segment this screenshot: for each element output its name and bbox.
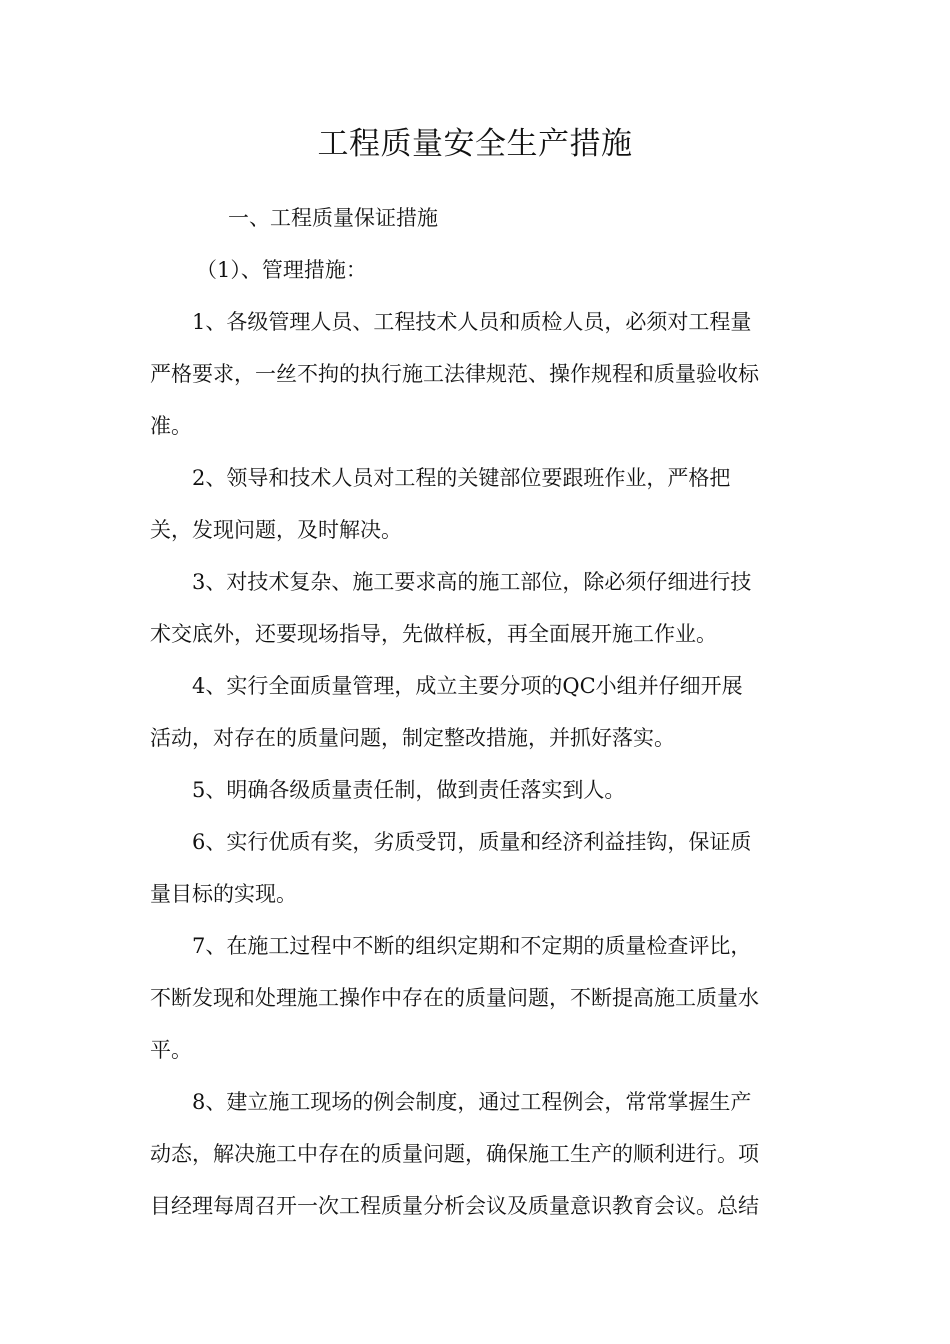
paragraph-line: 活动，对存在的质量问题，制定整改措施，并抓好落实。 [150,726,675,750]
section-heading: 一、工程质量保证措施 [228,206,438,230]
paragraph-line: 动态，解决施工中存在的质量问题，确保施工生产的顺利进行。项 [150,1142,759,1166]
document-body [150,192,800,1232]
paragraph-line: 3、对技术复杂、施工要求高的施工部位，除必须仔细进行技 [192,570,752,594]
paragraph-line: 6、实行优质有奖，劣质受罚，质量和经济利益挂钩，保证质 [192,830,752,854]
paragraph-line: 关，发现问题，及时解决。 [150,518,402,542]
paragraph-line: 4、实行全面质量管理，成立主要分项的QC小组并仔细开展 [192,674,743,698]
document-title: 工程质量安全生产措施 [317,126,633,162]
paragraph-line: 8、建立施工现场的例会制度，通过工程例会，常常掌握生产 [192,1090,752,1114]
paragraph-line: 7、在施工过程中不断的组织定期和不定期的质量检查评比， [192,934,752,958]
subsection-heading: （1）、管理措施： [196,258,367,282]
paragraph-line: 2、领导和技术人员对工程的关键部位要跟班作业，严格把 [192,466,731,490]
paragraph-line: 目经理每周召开一次工程质量分析会议及质量意识教育会议。总结 [150,1194,759,1218]
paragraph-line: 量目标的实现。 [150,882,297,906]
paragraph-line: 术交底外，还要现场指导，先做样板，再全面展开施工作业。 [150,622,717,646]
paragraph-line: 准。 [150,414,192,438]
paragraph-line: 不断发现和处理施工操作中存在的质量问题，不断提高施工质量水 [150,986,759,1010]
paragraph-line: 1、各级管理人员、工程技术人员和质检人员，必须对工程量 [192,310,752,334]
paragraph-line: 严格要求，一丝不拘的执行施工法律规范、操作规程和质量验收标 [150,362,759,386]
paragraph-line: 平。 [150,1038,192,1062]
paragraph-line: 5、明确各级质量责任制，做到责任落实到人。 [192,778,626,802]
